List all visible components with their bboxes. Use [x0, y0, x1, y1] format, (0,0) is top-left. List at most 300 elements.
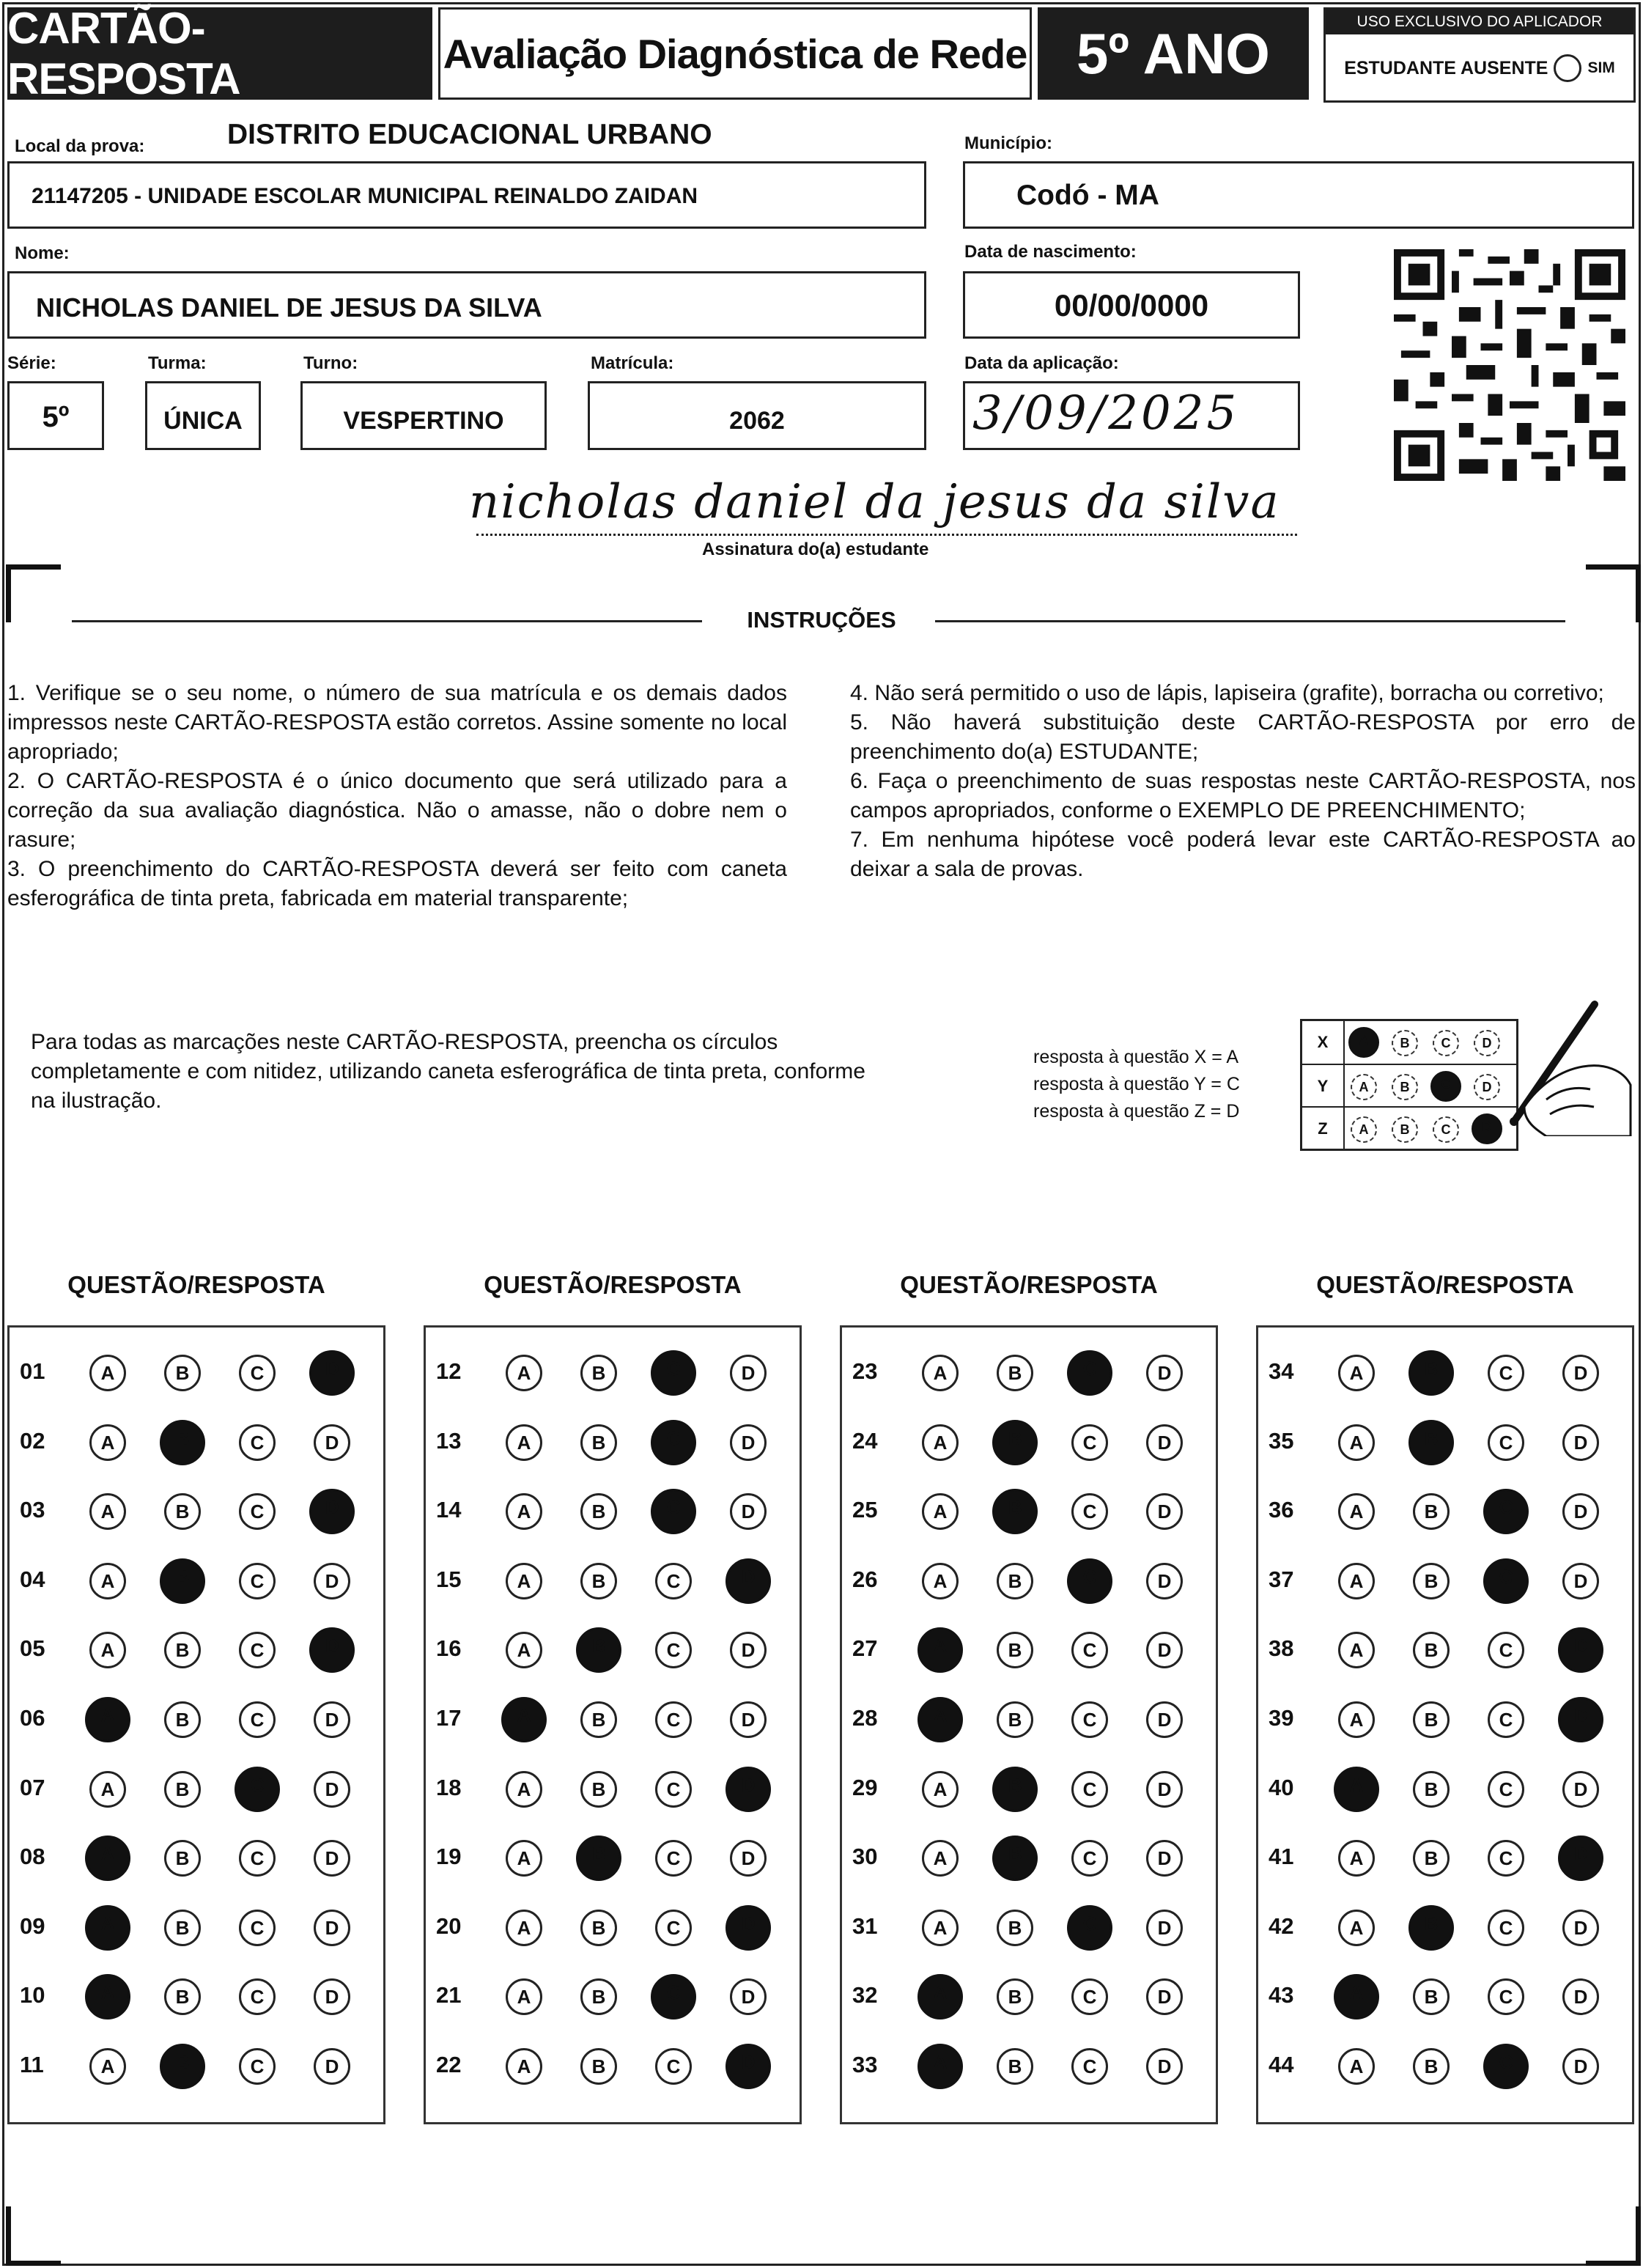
answer-bubble-a[interactable]: A: [85, 1905, 130, 1951]
answer-bubble-b[interactable]: B: [1413, 1563, 1450, 1599]
signature: nicholas daniel da jesus da silva: [469, 475, 1280, 529]
answer-bubble-b[interactable]: B: [992, 1767, 1038, 1812]
question-row: [426, 1476, 800, 1545]
question-row: [10, 1407, 383, 1476]
answer-bubble-c[interactable]: C: [1488, 1840, 1524, 1877]
question-row: [1258, 1754, 1632, 1823]
question-number: 10: [20, 1982, 45, 2009]
question-number: 23: [852, 1358, 878, 1384]
answer-bubble-d[interactable]: D: [730, 1632, 767, 1668]
answer-bubble-c[interactable]: C: [1067, 1905, 1112, 1951]
answer-bubble-a[interactable]: A: [922, 1424, 959, 1461]
answer-bubble-c[interactable]: C: [1483, 1558, 1529, 1604]
answer-bubble-b[interactable]: B: [997, 2048, 1033, 2085]
answer-bubble-c[interactable]: C: [1071, 1701, 1108, 1738]
question-number: 19: [436, 1844, 462, 1870]
answer-bubble-b[interactable]: B: [164, 1701, 201, 1738]
answer-bubble-c[interactable]: C: [239, 1632, 276, 1668]
example-row-label: Y: [1302, 1065, 1345, 1108]
answer-bubble-c[interactable]: C: [1488, 1424, 1524, 1461]
answer-bubble-c[interactable]: C: [1488, 1978, 1524, 2015]
answer-bubble-d[interactable]: D: [1562, 2048, 1599, 2085]
question-row: [426, 1962, 800, 2030]
answer-bubble-a[interactable]: A: [1334, 1974, 1379, 2020]
question-row: [426, 1546, 800, 1615]
answer-bubble-d[interactable]: D: [1146, 1840, 1183, 1877]
answer-bubble-b[interactable]: B: [164, 1840, 201, 1877]
answer-bubble-d[interactable]: D: [314, 1563, 350, 1599]
answer-bubble-c[interactable]: C: [1483, 2044, 1529, 2089]
question-number: 07: [20, 1774, 45, 1800]
answer-bubble-a[interactable]: A: [506, 1632, 542, 1668]
answer-bubble-a[interactable]: A: [89, 1563, 126, 1599]
answer-bubble-b[interactable]: B: [1413, 1632, 1450, 1668]
answer-bubble-b[interactable]: B: [1413, 2048, 1450, 2085]
answer-bubble-b[interactable]: B: [160, 1420, 205, 1465]
answer-bubble-d[interactable]: D: [1558, 1836, 1603, 1881]
answer-bubble-b[interactable]: B: [997, 1355, 1033, 1391]
answer-bubble-c[interactable]: C: [655, 1632, 692, 1668]
question-row: [842, 1407, 1216, 1476]
answer-bubble-d[interactable]: D: [1562, 1493, 1599, 1530]
answer-bubble-c[interactable]: C: [1488, 1632, 1524, 1668]
question-number: 09: [20, 1912, 45, 1939]
question-row: [842, 1823, 1216, 1892]
question-row: [10, 1546, 383, 1615]
answer-panel: [1256, 1325, 1634, 2124]
answer-bubble-b[interactable]: B: [997, 1563, 1033, 1599]
question-row: [842, 1615, 1216, 1684]
answer-bubble-c[interactable]: C: [239, 1493, 276, 1530]
answer-bubble-b[interactable]: B: [580, 1424, 617, 1461]
question-row: [1258, 1685, 1632, 1753]
question-row: [10, 1962, 383, 2030]
answer-bubble-a[interactable]: A: [506, 1840, 542, 1877]
answer-bubble-a[interactable]: A: [1338, 1424, 1375, 1461]
panel-title: QUESTÃO/RESPOSTA: [67, 1271, 325, 1298]
answer-bubble-b[interactable]: B: [164, 1632, 201, 1668]
answer-bubble-a[interactable]: A: [89, 1355, 126, 1391]
question-number: 28: [852, 1705, 878, 1731]
answer-bubble-c[interactable]: C: [655, 1771, 692, 1808]
answer-bubble-c[interactable]: C: [1071, 1840, 1108, 1877]
answer-bubble-d[interactable]: D: [730, 1355, 767, 1391]
answer-bubble-a[interactable]: A: [1338, 2048, 1375, 2085]
corner-mark: [6, 2206, 61, 2266]
answer-bubble-d[interactable]: D: [1562, 1563, 1599, 1599]
answer-bubble-c[interactable]: C: [239, 1563, 276, 1599]
answer-bubble-c[interactable]: C: [1071, 1424, 1108, 1461]
question-number: 35: [1269, 1427, 1294, 1454]
question-row: [842, 1962, 1216, 2030]
answer-bubble-d[interactable]: D: [1146, 1910, 1183, 1946]
question-number: 42: [1269, 1912, 1294, 1939]
answer-bubble-d[interactable]: D: [1146, 1632, 1183, 1668]
question-row: [10, 1893, 383, 1962]
answer-bubble-c[interactable]: C: [651, 1420, 696, 1465]
answer-bubble-b[interactable]: B: [1413, 1978, 1450, 2015]
answer-bubble-a[interactable]: A: [918, 1627, 963, 1673]
question-row: [1258, 1476, 1632, 1545]
question-row: [426, 1407, 800, 1476]
question-number: 26: [852, 1566, 878, 1592]
answer-bubble-c[interactable]: C: [1071, 2048, 1108, 2085]
answer-bubble-b[interactable]: B: [580, 1978, 617, 2015]
answer-bubble-d[interactable]: D: [1146, 1424, 1183, 1461]
answer-bubble-b[interactable]: B: [160, 1558, 205, 1604]
answer-bubble-b[interactable]: B: [580, 1771, 617, 1808]
answer-bubble-b[interactable]: B: [580, 1563, 617, 1599]
answer-bubble-d[interactable]: D: [725, 1905, 771, 1951]
question-number: 39: [1269, 1705, 1294, 1731]
answer-bubble-a[interactable]: A: [89, 1424, 126, 1461]
answer-bubble-b[interactable]: B: [992, 1489, 1038, 1534]
question-row: [10, 1823, 383, 1892]
answer-bubble-c[interactable]: C: [1071, 1493, 1108, 1530]
answer-bubble-c[interactable]: C: [651, 1974, 696, 2020]
answer-bubble-d[interactable]: D: [730, 1978, 767, 2015]
answer-bubble-b[interactable]: B: [164, 1771, 201, 1808]
question-number: 22: [436, 2052, 462, 2077]
question-number: 01: [20, 1358, 45, 1384]
answer-bubble-c[interactable]: C: [655, 1910, 692, 1946]
legend-item: resposta à questão Y = C: [1033, 1074, 1240, 1094]
answer-bubble-c[interactable]: C: [1488, 1771, 1524, 1808]
answer-bubble-b[interactable]: B: [580, 1355, 617, 1391]
panel-title: QUESTÃO/RESPOSTA: [900, 1271, 1158, 1298]
serie: 5º: [42, 401, 70, 433]
answer-bubble-d[interactable]: D: [725, 1767, 771, 1812]
answer-bubble-b[interactable]: B: [580, 2048, 617, 2085]
question-row: [1258, 1615, 1632, 1684]
hand-pen-icon: [1480, 997, 1634, 1136]
answer-bubble-a[interactable]: A: [89, 1771, 126, 1808]
example-legend: [1033, 1044, 1282, 1125]
answer-bubble-c[interactable]: C: [1488, 1910, 1524, 1946]
answer-bubble-d[interactable]: D: [1146, 2048, 1183, 2085]
question-row: [426, 1893, 800, 1962]
instructions-right: [850, 679, 1636, 884]
question-number: 18: [436, 1774, 462, 1800]
answer-bubble-d[interactable]: D: [309, 1350, 355, 1396]
question-row: [426, 1615, 800, 1684]
question-row: [1258, 2031, 1632, 2100]
answer-bubble-a[interactable]: A: [85, 1974, 130, 2020]
answer-bubble-b[interactable]: B: [576, 1836, 621, 1881]
answer-bubble-b[interactable]: B: [164, 1978, 201, 2015]
answer-bubble-a[interactable]: A: [506, 1978, 542, 2015]
question-row: [10, 1476, 383, 1545]
answer-bubble-c[interactable]: C: [1071, 1978, 1108, 2015]
question-number: 04: [20, 1566, 45, 1592]
answer-bubble-a[interactable]: A: [1338, 1563, 1375, 1599]
turno-label: Turno:: [303, 353, 358, 373]
example-bubble-b: B: [1392, 1074, 1418, 1100]
municipio: Codó - MA: [1016, 180, 1159, 211]
answer-bubble-c[interactable]: C: [651, 1350, 696, 1396]
answer-bubble-b[interactable]: B: [1408, 1905, 1454, 1951]
answer-bubble-c[interactable]: C: [655, 2048, 692, 2085]
answer-bubble-b[interactable]: B: [997, 1978, 1033, 2015]
answer-bubble-b[interactable]: B: [997, 1701, 1033, 1738]
question-number: 02: [20, 1427, 45, 1454]
answer-bubble-c[interactable]: C: [239, 1910, 276, 1946]
absent-checkbox[interactable]: [1554, 54, 1581, 82]
answer-bubble-d[interactable]: D: [1562, 1771, 1599, 1808]
answer-bubble-d[interactable]: D: [314, 1424, 350, 1461]
question-number: 34: [1269, 1358, 1294, 1384]
example-bubble-c: C: [1430, 1071, 1461, 1102]
answer-bubble-b[interactable]: B: [1413, 1840, 1450, 1877]
answer-bubble-a[interactable]: A: [1338, 1493, 1375, 1530]
aplicacao-label: Data da aplicação:: [964, 353, 1119, 373]
question-row: [842, 1893, 1216, 1962]
answer-bubble-d[interactable]: D: [1562, 1424, 1599, 1461]
example-bubble-c: C: [1433, 1116, 1459, 1143]
answer-bubble-b[interactable]: B: [1413, 1493, 1450, 1530]
answer-bubble-d[interactable]: D: [1146, 1355, 1183, 1391]
answer-bubble-c[interactable]: C: [1483, 1489, 1529, 1534]
answer-bubble-a[interactable]: A: [1338, 1840, 1375, 1877]
answer-bubble-c[interactable]: C: [651, 1489, 696, 1534]
answer-bubble-a[interactable]: A: [1334, 1767, 1379, 1812]
absent-option: SIM: [1587, 59, 1615, 76]
answer-bubble-d[interactable]: D: [314, 1978, 350, 2015]
answer-bubble-d[interactable]: D: [730, 1424, 767, 1461]
answer-bubble-a[interactable]: A: [506, 1424, 542, 1461]
answer-bubble-c[interactable]: C: [1071, 1771, 1108, 1808]
answer-bubble-a[interactable]: A: [918, 2044, 963, 2089]
answer-bubble-a[interactable]: A: [506, 1563, 542, 1599]
question-number: 17: [436, 1705, 462, 1731]
question-number: 20: [436, 1912, 462, 1939]
answer-bubble-a[interactable]: A: [501, 1697, 547, 1742]
answer-bubble-d[interactable]: D: [730, 1840, 767, 1877]
answer-bubble-a[interactable]: A: [922, 1493, 959, 1530]
answer-bubble-d[interactable]: D: [1562, 1910, 1599, 1946]
answer-bubble-c[interactable]: C: [239, 1840, 276, 1877]
example-bubble-d: D: [1474, 1074, 1500, 1100]
answer-bubble-b[interactable]: B: [992, 1836, 1038, 1881]
question-number: 41: [1269, 1844, 1294, 1870]
answer-bubble-c[interactable]: C: [1067, 1558, 1112, 1604]
answer-bubble-a[interactable]: A: [89, 2048, 126, 2085]
answer-bubble-b[interactable]: B: [164, 1493, 201, 1530]
answer-bubble-a[interactable]: A: [506, 1355, 542, 1391]
instruction-item: 4. Não será permitido o uso de lápis, lapiseira (grafite), borracha ou corretivo;: [850, 681, 1604, 705]
aplicador-title: USO EXCLUSIVO DO APLICADOR: [1326, 10, 1633, 34]
question-number: 03: [20, 1497, 45, 1523]
answer-bubble-d[interactable]: D: [1146, 1978, 1183, 2015]
turma: ÚNICA: [163, 407, 243, 435]
turma-label: Turma:: [148, 353, 207, 373]
question-row: [842, 2031, 1216, 2100]
answer-bubble-a[interactable]: A: [89, 1632, 126, 1668]
answer-bubble-b[interactable]: B: [1413, 1771, 1450, 1808]
question-number: 32: [852, 1982, 878, 2009]
answer-bubble-c[interactable]: C: [1488, 1701, 1524, 1738]
answer-bubble-d[interactable]: D: [314, 1701, 350, 1738]
answer-bubble-d[interactable]: D: [725, 1558, 771, 1604]
answer-bubble-d[interactable]: D: [1562, 1355, 1599, 1391]
question-row: [842, 1546, 1216, 1615]
example-bubble-d: D: [1472, 1113, 1502, 1144]
example-bubble-d: D: [1474, 1030, 1500, 1056]
question-row: [10, 1685, 383, 1753]
panel-title: QUESTÃO/RESPOSTA: [1316, 1271, 1574, 1298]
legend-item: resposta à questão X = A: [1033, 1047, 1239, 1067]
aplicacao-field: [963, 381, 1300, 450]
answer-bubble-b[interactable]: B: [160, 2044, 205, 2089]
answer-bubble-b[interactable]: B: [580, 1701, 617, 1738]
answer-bubble-d[interactable]: D: [314, 1840, 350, 1877]
answer-bubble-c[interactable]: C: [655, 1563, 692, 1599]
answer-bubble-a[interactable]: A: [506, 2048, 542, 2085]
question-number: 36: [1269, 1497, 1294, 1523]
nome-field: [7, 271, 926, 339]
answer-bubble-b[interactable]: B: [992, 1420, 1038, 1465]
answer-bubble-a[interactable]: A: [918, 1697, 963, 1742]
question-row: [426, 1754, 800, 1823]
answer-bubble-c[interactable]: C: [1488, 1355, 1524, 1391]
answer-bubble-c[interactable]: C: [239, 1424, 276, 1461]
answer-bubble-b[interactable]: B: [580, 1493, 617, 1530]
example-bubble-a: A: [1348, 1027, 1379, 1058]
answer-bubble-d[interactable]: D: [314, 1910, 350, 1946]
question-number: 05: [20, 1635, 45, 1662]
question-number: 06: [20, 1705, 45, 1731]
answer-bubble-a[interactable]: A: [922, 1355, 959, 1391]
absent-row: [1326, 46, 1633, 90]
answer-bubble-d[interactable]: D: [725, 2044, 771, 2089]
answer-bubble-a[interactable]: A: [85, 1836, 130, 1881]
answer-bubble-a[interactable]: A: [85, 1697, 130, 1742]
answer-bubble-d[interactable]: D: [1146, 1701, 1183, 1738]
answer-bubble-a[interactable]: A: [922, 1840, 959, 1877]
answer-bubble-b[interactable]: B: [580, 1910, 617, 1946]
absent-label: ESTUDANTE AUSENTE: [1344, 57, 1548, 78]
answer-bubble-c[interactable]: C: [239, 1701, 276, 1738]
exam-title: Avaliação Diagnóstica de Rede: [438, 7, 1032, 100]
example-bubble-a: A: [1351, 1074, 1377, 1100]
question-number: 08: [20, 1844, 45, 1870]
answer-bubble-a[interactable]: A: [89, 1493, 126, 1530]
answer-bubble-c[interactable]: C: [235, 1767, 280, 1812]
signature-label: Assinatura do(a) estudante: [702, 540, 929, 559]
question-row: [426, 1823, 800, 1892]
answer-bubble-d[interactable]: D: [730, 1493, 767, 1530]
answer-bubble-b[interactable]: B: [1413, 1701, 1450, 1738]
instruction-item: 5. Não haverá substituição deste CARTÃO-RESPOSTA por erro de preenchimento do(a) ESTUDANTE;: [850, 710, 1636, 764]
answer-bubble-d[interactable]: D: [1558, 1697, 1603, 1742]
question-row: [10, 2031, 383, 2100]
question-row: [842, 1476, 1216, 1545]
question-row: [426, 2031, 800, 2100]
question-row: [426, 1338, 800, 1407]
answer-bubble-a[interactable]: A: [922, 1771, 959, 1808]
answer-bubble-c[interactable]: C: [655, 1701, 692, 1738]
question-number: 29: [852, 1774, 878, 1800]
answer-bubble-d[interactable]: D: [1146, 1563, 1183, 1599]
answer-bubble-a[interactable]: A: [922, 1910, 959, 1946]
answer-bubble-c[interactable]: C: [239, 1978, 276, 2015]
answer-bubble-d[interactable]: D: [1558, 1627, 1603, 1673]
qr-code: [1392, 249, 1627, 481]
answer-bubble-b[interactable]: B: [1408, 1420, 1454, 1465]
question-number: 37: [1269, 1566, 1294, 1592]
answer-bubble-c[interactable]: C: [1067, 1350, 1112, 1396]
answer-bubble-d[interactable]: D: [309, 1627, 355, 1673]
divider: [935, 620, 1565, 622]
answer-bubble-d[interactable]: D: [309, 1489, 355, 1534]
matricula-field: [588, 381, 926, 450]
example-row-label: X: [1302, 1021, 1345, 1064]
answer-bubble-c[interactable]: C: [1071, 1632, 1108, 1668]
answer-bubble-b[interactable]: B: [164, 1910, 201, 1946]
answer-bubble-a[interactable]: A: [1338, 1632, 1375, 1668]
answer-bubble-a[interactable]: A: [918, 1974, 963, 2020]
question-number: 21: [436, 1982, 462, 2009]
answer-bubble-b[interactable]: B: [1408, 1350, 1454, 1396]
nascimento-field: [963, 271, 1300, 339]
question-number: 43: [1269, 1982, 1294, 2009]
answer-bubble-c[interactable]: C: [655, 1840, 692, 1877]
school: 21147205 - UNIDADE ESCOLAR MUNICIPAL REINALDO ZAIDAN: [32, 184, 698, 208]
answer-bubble-a[interactable]: A: [1338, 1701, 1375, 1738]
matricula: 2062: [729, 407, 785, 435]
local-label: Local da prova:: [15, 136, 145, 156]
answer-bubble-d[interactable]: D: [314, 2048, 350, 2085]
question-row: [1258, 1338, 1632, 1407]
answer-bubble-a[interactable]: A: [1338, 1355, 1375, 1391]
answer-bubble-b[interactable]: B: [164, 1355, 201, 1391]
answer-bubble-a[interactable]: A: [506, 1493, 542, 1530]
answer-bubble-b[interactable]: B: [576, 1627, 621, 1673]
instructions-title: INSTRUÇÕES: [747, 607, 896, 633]
matricula-label: Matrícula:: [591, 353, 674, 373]
answer-bubble-c[interactable]: C: [239, 2048, 276, 2085]
answer-bubble-a[interactable]: A: [1338, 1910, 1375, 1946]
instruction-item: 7. Em nenhuma hipótese você poderá levar este CARTÃO-RESPOSTA ao deixar a sala de provas.: [850, 828, 1636, 881]
answer-bubble-b[interactable]: B: [997, 1910, 1033, 1946]
instruction-item: 3. O preenchimento do CARTÃO-RESPOSTA deverá ser feito com caneta esferográfica de tinta preta, fabricada em material transparente;: [7, 857, 787, 910]
answer-bubble-a[interactable]: A: [506, 1910, 542, 1946]
answer-bubble-a[interactable]: A: [506, 1771, 542, 1808]
example-bubble-c: C: [1433, 1030, 1459, 1056]
instruction-item: 6. Faça o preenchimento de suas respostas neste CARTÃO-RESPOSTA, nos campos apropriados, conforme o EXEMPLO DE PREENCHIMENTO;: [850, 769, 1636, 822]
answer-bubble-d[interactable]: D: [1562, 1978, 1599, 2015]
nome: NICHOLAS DANIEL DE JESUS DA SILVA: [36, 292, 542, 323]
answer-panel: [424, 1325, 802, 2124]
question-number: 31: [852, 1912, 878, 1939]
instruction-item: 2. O CARTÃO-RESPOSTA é o único documento que será utilizado para a correção da sua avaliação diagnóstica. Não o amasse, não o dobre nem o rasure;: [7, 769, 787, 852]
answer-bubble-a[interactable]: A: [922, 1563, 959, 1599]
answer-bubble-d[interactable]: D: [314, 1771, 350, 1808]
answer-bubble-c[interactable]: C: [239, 1355, 276, 1391]
question-number: 11: [20, 2052, 44, 2077]
instructions-left: [7, 679, 787, 913]
answer-panel: [7, 1325, 385, 2124]
answer-bubble-d[interactable]: D: [1146, 1493, 1183, 1530]
question-row: [1258, 1893, 1632, 1962]
corner-mark: [1586, 2206, 1641, 2266]
answer-bubble-d[interactable]: D: [1146, 1771, 1183, 1808]
question-number: 40: [1269, 1774, 1294, 1800]
answer-bubble-d[interactable]: D: [730, 1701, 767, 1738]
question-row: [10, 1754, 383, 1823]
answer-bubble-b[interactable]: B: [997, 1632, 1033, 1668]
question-row: [1258, 1962, 1632, 2030]
